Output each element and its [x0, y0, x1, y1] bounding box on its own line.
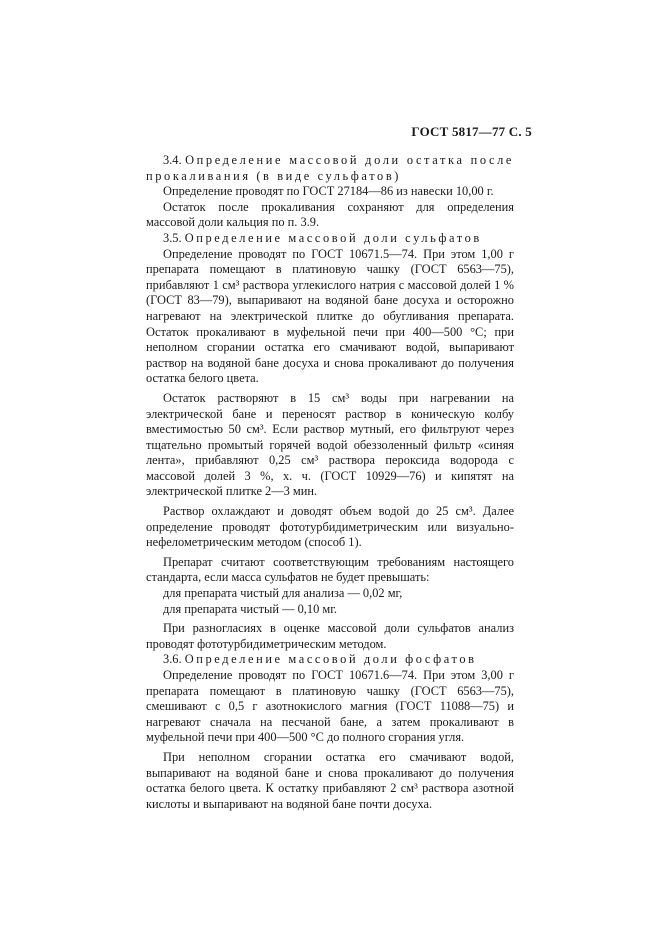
sulfate-limits-list: [146, 586, 514, 617]
paragraph: Остаток после прокаливания сохраняют для определения массовой доли кальция по п. 3.9.: [146, 199, 514, 230]
list-item: для препарата чистый для анализа — 0,02 мг,: [163, 586, 403, 601]
paragraph: Определение проводят по ГОСТ 27184—86 из навески 10,00 г.: [163, 184, 494, 199]
paragraph: Определение проводят по ГОСТ 10671.6—74. При этом 3,00 г препарата помещают в платиновую чашку (ГОСТ 6563—75), смешивают с 0,5 г азотнокислого магния (ГОСТ 11088—75) и нагревают сначала на песчаной бане, а затем прокаливают в муфельной печи при 400—500 °С до полного сгорания угля.: [146, 668, 514, 745]
list-item: для препарата чистый — 0,10 мг.: [163, 601, 338, 616]
paragraph: При неполном сгорании остатка его смачивают водой, выпаривают на водяной бане и снова прокаливают до получения остатка белого цвета. К остатку прибавляют 2 см³ раствора азотной кислоты и выпаривают на водяной бане почти досуха.: [146, 749, 514, 811]
section-number: 3.4.: [163, 153, 182, 167]
paragraph: При разногласиях в оценке массовой доли сульфатов анализ проводят фототурбидиметрическим методом.: [146, 621, 514, 651]
document-body: [146, 153, 514, 812]
section-3-4-heading: [146, 153, 514, 184]
paragraph: Определение проводят по ГОСТ 10671.5—74. При этом 1,00 г препарата помещают в платиновую чашку (ГОСТ 6563—75), прибавляют 1 см³ раствора углекислого натрия с массовой долей 1 % (ГОСТ 83—79), выпаривают на водяной бане досуха и осторожно нагревают на электрической плитке до обугливания препарата. Остаток прокаливают в муфельной печи при 400—500 °С; при неполном сгорании остатка его смачивают водой, выпаривают раствор на водяной бане досуха и снова прокаливают до получения остатка белого цвета.: [146, 246, 514, 386]
section-title: Определение массовой доли фосфатов: [184, 652, 477, 667]
section-3-6-heading: [146, 652, 514, 668]
section-number: 3.5.: [163, 230, 182, 245]
running-header: ГОСТ 5817—77 С. 5: [411, 124, 532, 139]
section-title: Определение массовой доли остатка после прокаливания (в виде сульфатов): [146, 153, 514, 183]
section-3-5-heading: [146, 231, 514, 247]
section-number: 3.6.: [163, 652, 182, 667]
paragraph: Раствор охлаждают и доводят объем водой до 25 см³. Далее определение проводят фототурбидиметрическим или визуально-нефелометрическим методом (способ 1).: [146, 504, 514, 550]
section-title: Определение массовой доли сульфатов: [184, 230, 482, 245]
paragraph: Остаток растворяют в 15 см³ воды при нагревании на электрической бане и переносят раствор в коническую колбу вместимостью 50 см³. Если раствор мутный, его фильтруют через тщательно промытый горячей водой обеззоленный фильтр «синяя лента», прибавляют 0,25 см³ раствора пероксида водорода с массовой долей 3 %, х. ч. (ГОСТ 10929—76) и кипятят на электрической плитке 2—3 мин.: [146, 390, 514, 499]
paragraph: Препарат считают соответствующим требованиям настоящего стандарта, если масса сульфатов не будет превышать:: [146, 554, 514, 585]
